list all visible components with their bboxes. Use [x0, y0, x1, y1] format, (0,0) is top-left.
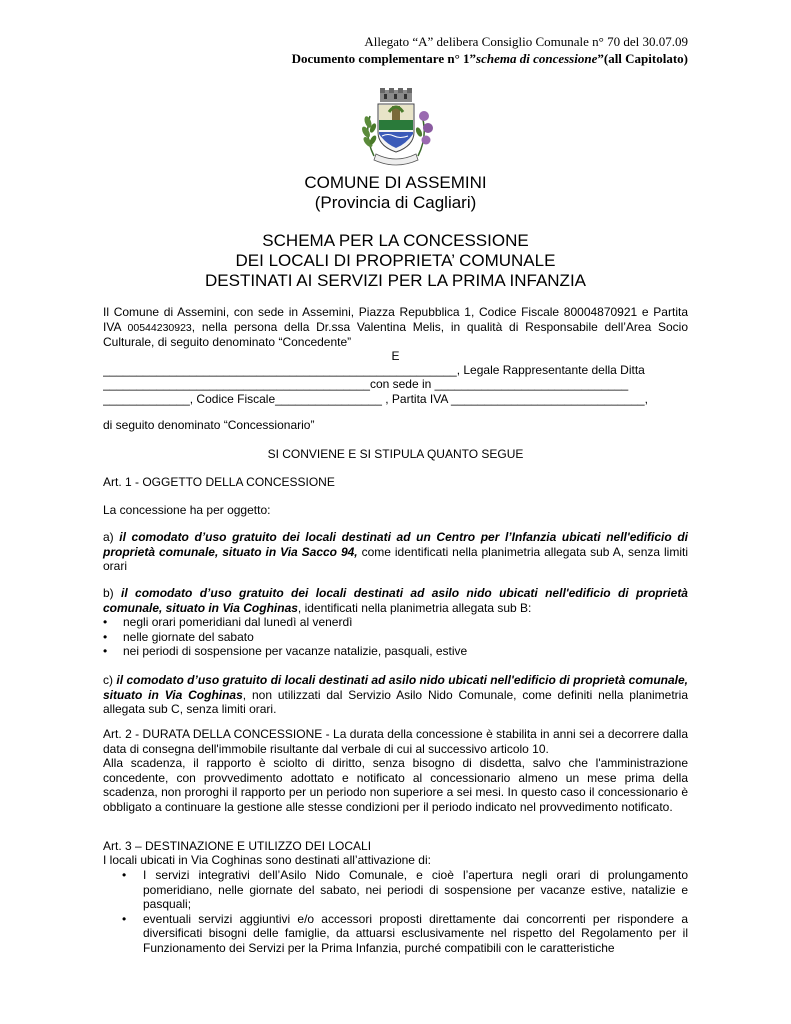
art1-b-bold: il comodato d’uso gratuito dei locali destinati ad asilo nido ubicati nell'edificio di proprietà comunale, situato in Via Coghinas: [103, 586, 688, 615]
list-item: • nei periodi di sospensione per vacanze natalizie, pasquali, estive: [103, 644, 688, 659]
art1-a-bold: il comodato d’uso gratuito dei locali destinati ad un Centro per l’Infanzia ubicati nell'edificio di proprietà comunale, situato in Via Sacco 94,: [103, 530, 688, 559]
intro-fill-line-2: ________________________________________con sede in _____________________________: [103, 377, 629, 391]
comune-name: COMUNE DI ASSEMINI: [304, 173, 487, 192]
art1-item-b: [103, 586, 688, 615]
intro-text-a: Il Comune di Assemini, con sede in Assemini, Piazza Repubblica 1, Codice Fiscale 80004870921 e Partita IVA: [103, 305, 688, 334]
art1-b-rest: , identificati nella planimetria allegata sub B:: [297, 600, 532, 615]
art1-a-label: a): [103, 530, 120, 544]
comune-heading: [103, 173, 688, 213]
list-item: • eventuali servizi aggiuntivi e/o accessori proposti direttamente dai concorrenti per rispondere a diversificati bisogni delle famiglie, da attuarsi esclusivamente nel rispetto del Regolamento per il Funzionamento dei Servizi per la Prima Infanzia, purché compatibili con le caratteristiche: [103, 912, 688, 956]
coat-of-arms-icon: [356, 86, 436, 170]
list-item: • I servizi integrativi dell’Asilo Nido Comunale, e cioè l’apertura negli orari di prolungamento pomeridiano, nelle giornate del sabato, nei periodi di sospensione per vacanze estive, natalizie e pasquali;: [103, 868, 688, 912]
intro-fill-line-3: _____________, Codice Fiscale________________ , Partita IVA _____________________________,: [103, 392, 648, 406]
art1-a-rest: come identificati nella planimetria allegata sub A, senza limiti orari: [103, 544, 688, 574]
intro-paragraph: [103, 305, 688, 350]
si-conviene: SI CONVIENE E SI STIPULA QUANTO SEGUE: [267, 447, 524, 461]
list-item: • negli orari pomeridiani dal lunedì al venerdì: [103, 615, 688, 630]
list-item: • nelle giornate del sabato: [103, 630, 688, 645]
art1-heading: Art. 1 - OGGETTO DELLA CONCESSIONE: [103, 475, 335, 489]
title-line-1: SCHEMA PER LA CONCESSIONE: [262, 231, 529, 250]
art3-lead: I locali ubicati in Via Coghinas sono destinati all’attivazione di:: [103, 853, 431, 867]
document-title: [103, 231, 688, 291]
header-documento-prefix: Documento complementare n° 1”: [291, 51, 477, 66]
art1-c-bold: il comodato d’uso gratuito di locali destinati ad asilo nido ubicati nell'edificio di proprietà comunale, situato in Via Coghinas: [103, 673, 688, 702]
intro-e: E: [391, 349, 400, 363]
comune-province: (Provincia di Cagliari): [314, 193, 477, 212]
header-allegato: Allegato “A” delibera Consiglio Comunale n° 70 del 30.07.09: [364, 34, 688, 49]
art1-b-list: [103, 615, 688, 659]
header-documento-italic: schema di concessione: [476, 51, 598, 66]
art3-heading: Art. 3 – DESTINAZIONE E UTILIZZO DEI LOCALI: [103, 839, 372, 853]
title-line-2: DEI LOCALI DI PROPRIETA’ COMUNALE: [235, 251, 556, 270]
intro-concessionario: di seguito denominato “Concessionario”: [103, 418, 315, 432]
art1-c-rest: , non utilizzati dal Servizio Asilo Nido Comunale, come definiti nella planimetria allegata sub C, senza limiti orari.: [103, 687, 688, 717]
intro-fill-line-1: _____________________________________________________, Legale Rappresentante della Ditta: [103, 363, 645, 377]
intro-text-b: , nella persona della Dr.ssa Valentina Melis, in qualità di Responsabile dell’Area Socio Culturale, di seguito denominato “Concedente”: [103, 319, 689, 350]
header-documento: [292, 51, 688, 67]
art1-b-label: b): [103, 586, 122, 600]
header-documento-suffix: ”(all Capitolato): [597, 51, 688, 66]
art3-list: [103, 868, 688, 956]
art2-paragraph-2: Alla scadenza, il rapporto è sciolto di diritto, senza bisogno di disdetta, salvo che l'amministrazione concedente, con provvedimento adottato e notificato al concessionario almeno un mese prima della scadenza, non proroghi il rapporto per un periodo non superiore a sei mesi. In questo caso il concessionario è obbligato a continuare la gestione alle stesse condizioni per il periodo indicato nel provvedimento notificato.: [103, 756, 688, 814]
art1-lead: La concessione ha per oggetto:: [103, 503, 271, 517]
art1-c-label: c): [103, 673, 117, 687]
intro-partita-iva: 00544230923: [127, 321, 192, 334]
art1-item-a: [103, 530, 688, 574]
art2-paragraph-1: Art. 2 - DURATA DELLA CONCESSIONE - La durata della concessione è stabilita in anni sei a decorrere dalla data di consegna dell'immobile risultante dal verbale di cui al successivo articolo 10.: [103, 727, 688, 756]
title-line-3: DESTINATI AI SERVIZI PER LA PRIMA INFANZIA: [204, 271, 587, 290]
art1-item-c: [103, 673, 688, 717]
